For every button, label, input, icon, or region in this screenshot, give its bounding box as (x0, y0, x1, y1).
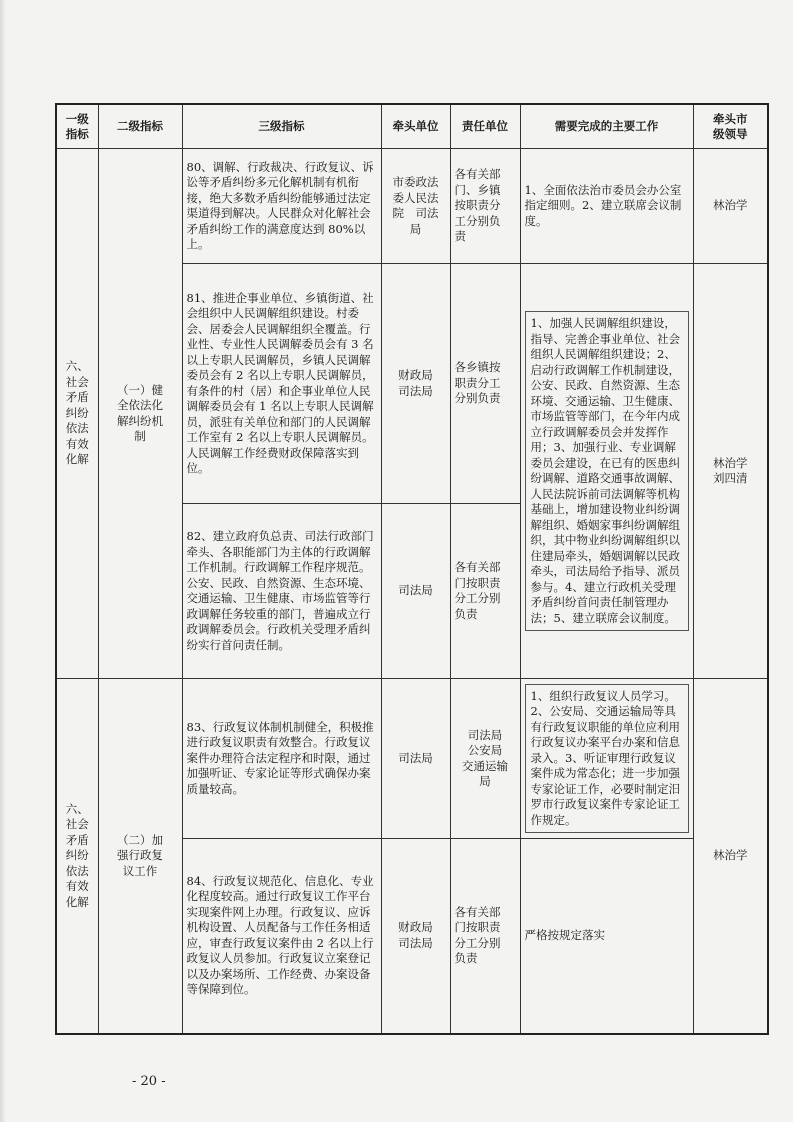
table-row (56, 679, 768, 839)
lead-unit-84: 财政局 司法局 (381, 839, 450, 1034)
work-80: 1、全面依法治市委员会办公室指定细则。2、建立联席会议制度。 (520, 149, 693, 264)
lead-unit-80: 市委政法 委人民法 院 司法 局 (381, 149, 450, 264)
header-level3: 三级指标 (182, 104, 381, 149)
resp-unit-80: 各有关部 门、乡镇 按职责分 工分别负 责 (450, 149, 520, 264)
indicator-81: 81、推进企事业单位、乡镇街道、社会组织中人民调解组织建设。村委会、居委会人民调解组织全覆盖。行业性、专业性人民调解委员会有 3 名以上专职人民调解员，乡镇人民调解委员会有 2 名以上专职人民调解员，有条件的村（居）和企事业单位人民调解委员会有 1 名以上专职人民调解员，派驻有关单位和部门的人民调解工作室有 2 名以上专职人民调解员。人民调解工作经费财政保障落实到位。 (182, 264, 381, 504)
header-level2: 二级指标 (98, 104, 182, 149)
work-83-text: 1、组织行政复议人员学习。2、公安局、交通运输局等具有行政复议职能的单位应利用行政复议办案平台办案和信息录入。3、听证审理行政复议案件成为常态化；进一步加强专家论证工作，必要时制定汨罗市行政复议案件专家论证工作规定。 (525, 684, 689, 834)
level2-cell: （二）加 强行政复 议工作 (98, 679, 182, 1034)
header-lead-unit: 牵头单位 (381, 104, 450, 149)
scan-edge (0, 0, 6, 1122)
leader-81-82: 林治学 刘四清 (693, 264, 768, 679)
lead-unit-83: 司法局 (381, 679, 450, 839)
indicator-84: 84、行政复议规范化、信息化、专业化程度较高。通过行政复议工作平台实现案件网上办理。行政复议、应诉机构设置、人员配备与工作任务相适应，审查行政复议案件由 2 名以上行政复议人员参加。行政复议立案登记以及办案场所、工作经费、办案设备等保障到位。 (182, 839, 381, 1034)
indicator-82: 82、建立政府负总责、司法行政部门牵头、各职能部门为主体的行政调解工作机制。行政调解工作程序规范。公安、民政、自然资源、生态环境、交通运输、卫生健康、市场监管等行政调解任务较重的部门，普遍成立行政调解委员会。行政机关受理矛盾纠纷实行首问责任制。 (182, 504, 381, 679)
header-leader: 牵头市 级领导 (693, 104, 768, 149)
resp-unit-83: 司法局 公安局 交通运输 局 (450, 679, 520, 839)
indicator-83: 83、行政复议体制机制健全，积极推进行政复议职责有效整合。行政复议案件办理符合法定程序和时限，通过加强听证、专家论证等形式确保办案质量较高。 (182, 679, 381, 839)
lead-unit-82: 司法局 (381, 504, 450, 679)
resp-unit-84: 各有关部 门按职责 分工分别 负责 (450, 839, 520, 1034)
level2-cell: （一）健 全依法化 解纠纷机 制 (98, 149, 182, 679)
governance-indicator-table (55, 103, 769, 1035)
resp-unit-82: 各有关部 门按职责 分工分别 负责 (450, 504, 520, 679)
indicator-80: 80、调解、行政裁决、行政复议、诉讼等矛盾纠纷多元化解机制有机衔接，绝大多数矛盾纠纷能够通过法定渠道得到解决。人民群众对化解社会矛盾纠纷工作的满意度达到 80%以上。 (182, 149, 381, 264)
table-row (56, 149, 768, 264)
resp-unit-81: 各乡镇按 职责分工 分别负责 (450, 264, 520, 504)
level1-cell: 六、 社会 矛盾 纠纷 依法 有效 化解 (56, 679, 98, 1034)
work-83 (520, 679, 693, 839)
work-81-82 (520, 264, 693, 679)
header-main-work: 需要完成的主要工作 (520, 104, 693, 149)
work-84: 严格按规定落实 (520, 839, 693, 1034)
leader-80: 林治学 (693, 149, 768, 264)
leader-83-84: 林治学 (693, 679, 768, 1034)
table-header-row (56, 104, 768, 149)
level1-cell: 六、 社会 矛盾 纠纷 依法 有效 化解 (56, 149, 98, 679)
page-number: - 20 - (132, 1074, 166, 1089)
lead-unit-81: 财政局 司法局 (381, 264, 450, 504)
header-resp-unit: 责任单位 (450, 104, 520, 149)
header-level1: 一级 指标 (56, 104, 98, 149)
work-81-82-text: 1、加强人民调解组织建设，指导、完善企事业单位、社会组织人民调解组织建设；2、启动行政调解工作机制建设，公安、民政、自然资源、生态环境、交通运输、卫生健康、市场监管等部门，在今年内成立行政调解委员会并发挥作用；3、加强行业、专业调解委员会建设，在已有的医患纠纷调解、道路交通事故调解、人民法院诉前司法调解等机构基础上，增加建设物业纠纷调解组织、婚姻家事纠纷调解组织，其中物业纠纷调解组织以住建局牵头，婚姻调解以民政牵头，司法局给予指导、派员参与。4、建立行政机关受理矛盾纠纷首问责任制管理办法；5、建立联席会议制度。 (525, 311, 689, 631)
